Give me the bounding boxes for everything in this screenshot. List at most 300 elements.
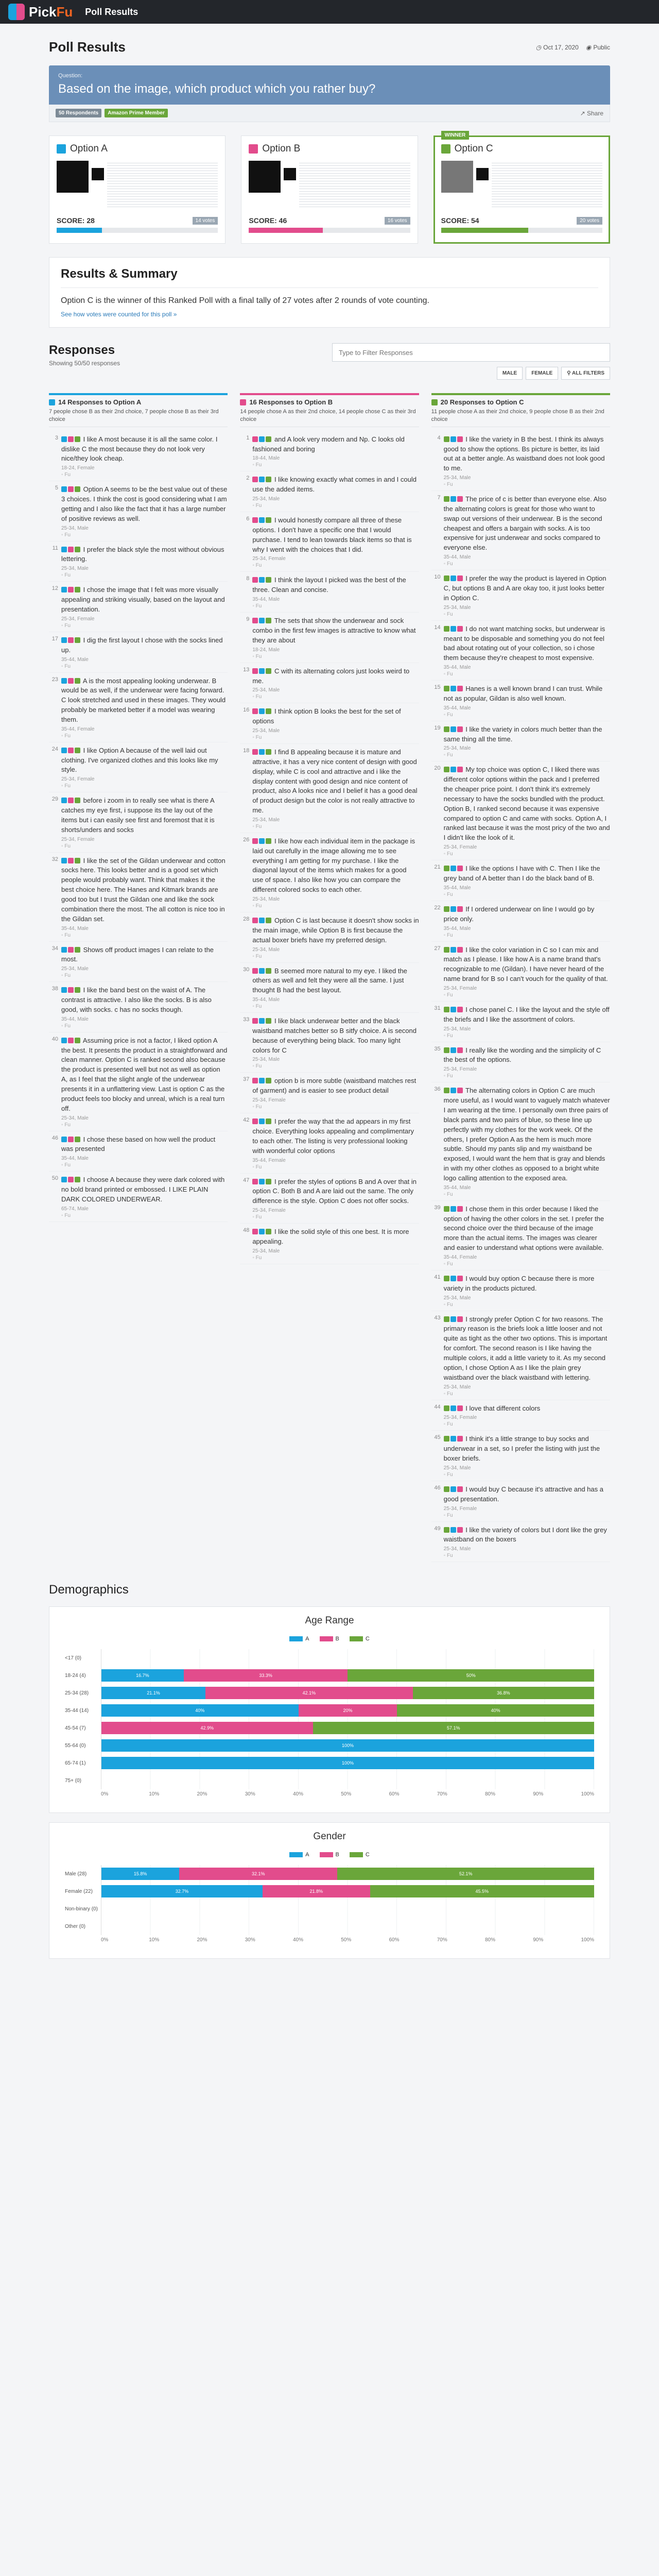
rank-chip bbox=[444, 1047, 449, 1053]
responses-column-c bbox=[431, 393, 610, 1562]
rank-chip bbox=[457, 626, 463, 632]
response-source-text: Fu bbox=[446, 1553, 453, 1559]
response-item bbox=[431, 431, 610, 491]
poll-meta bbox=[536, 44, 610, 51]
response-source bbox=[61, 623, 228, 629]
rank-chip bbox=[266, 1229, 271, 1234]
source-icon: ◦ bbox=[252, 1063, 256, 1070]
response-source bbox=[252, 1255, 419, 1261]
response-number: 23 bbox=[51, 676, 58, 683]
column-title bbox=[49, 393, 228, 406]
response-item bbox=[49, 853, 228, 942]
source-icon: ◦ bbox=[61, 622, 65, 629]
rank-chip bbox=[457, 436, 463, 442]
response-number: 30 bbox=[243, 966, 250, 973]
response-text bbox=[444, 624, 610, 663]
response-demographics: 65-74, Male bbox=[61, 1206, 89, 1212]
response-source-text: Fu bbox=[64, 1162, 71, 1168]
row-label: 18-24 (4) bbox=[65, 1672, 86, 1679]
rank-chip bbox=[68, 1177, 74, 1182]
response-source bbox=[444, 752, 610, 758]
response-source bbox=[61, 1213, 228, 1218]
bar-segment-a: 100% bbox=[101, 1739, 594, 1752]
response-text bbox=[61, 1175, 228, 1205]
response-number: 48 bbox=[243, 1227, 250, 1234]
rank-chip bbox=[266, 708, 271, 714]
rank-chip bbox=[457, 1047, 463, 1053]
legend-item-c bbox=[350, 1852, 370, 1858]
response-source-text: Fu bbox=[255, 735, 262, 741]
rank-chip bbox=[457, 1276, 463, 1281]
response-number: 22 bbox=[434, 904, 441, 911]
product-thumb bbox=[249, 161, 281, 193]
response-source bbox=[252, 654, 419, 659]
rank-chip bbox=[457, 767, 463, 772]
option-c-score-bar bbox=[441, 228, 602, 233]
rank-chip bbox=[75, 587, 80, 592]
chart-row bbox=[65, 1865, 594, 1883]
response-number: 46 bbox=[434, 1484, 441, 1491]
response-demographics: 25-34, Female bbox=[443, 985, 477, 991]
response-text bbox=[61, 986, 228, 1015]
response-source bbox=[61, 532, 228, 538]
rank-chip bbox=[259, 517, 265, 523]
all-filters-button[interactable] bbox=[561, 367, 610, 380]
response-text bbox=[252, 1117, 419, 1156]
response-demographics: 35-44, Male bbox=[61, 1016, 89, 1022]
response-item bbox=[240, 703, 419, 744]
response-item bbox=[49, 1172, 228, 1222]
rank-chip bbox=[450, 1486, 456, 1492]
source-icon: ◦ bbox=[61, 783, 65, 789]
response-demographics: 25-34, Female bbox=[443, 1505, 477, 1512]
bar-track bbox=[101, 1719, 594, 1737]
response-number: 33 bbox=[243, 1016, 250, 1023]
response-source bbox=[444, 1302, 610, 1308]
rank-chip bbox=[450, 906, 456, 912]
rank-chip bbox=[68, 1137, 74, 1142]
response-item bbox=[49, 1131, 228, 1172]
response-body: before i zoom in to really see what is there A catches my eye first, i suppose its the lay out of the items but i can easily see first and foremost that it is shorts/unders and socks bbox=[61, 796, 215, 834]
response-item bbox=[431, 1400, 610, 1431]
rank-chip bbox=[75, 1038, 80, 1043]
response-item bbox=[431, 1002, 610, 1042]
response-demographics: 25-34, Male bbox=[443, 604, 471, 611]
response-demographics: 35-44, Male bbox=[61, 925, 89, 931]
response-number: 29 bbox=[51, 796, 58, 803]
column-title bbox=[431, 393, 610, 406]
response-source-text: Fu bbox=[446, 711, 453, 718]
rank-chip bbox=[75, 987, 80, 993]
response-item bbox=[431, 1042, 610, 1083]
option-c-swatch bbox=[441, 144, 450, 154]
share-label: Share bbox=[586, 109, 603, 117]
rank-chip bbox=[444, 1405, 449, 1411]
response-demographics: 18-24, Male bbox=[252, 647, 280, 653]
rank-chip bbox=[259, 1118, 265, 1124]
option-b-image[interactable] bbox=[249, 161, 410, 207]
rank-chip bbox=[259, 477, 265, 482]
source-icon: ◦ bbox=[252, 503, 256, 509]
pickfu-logo[interactable] bbox=[8, 4, 73, 20]
source-icon: ◦ bbox=[443, 1471, 447, 1478]
rank-chip bbox=[75, 858, 80, 863]
legend-item-a bbox=[289, 1636, 309, 1642]
response-source-text: Fu bbox=[64, 572, 71, 579]
rank-chip bbox=[252, 708, 258, 714]
response-text bbox=[61, 435, 228, 464]
vote-counting-link[interactable]: See how votes were counted for this poll » bbox=[61, 311, 177, 318]
row-label: Other (0) bbox=[65, 1923, 86, 1929]
response-source-text: Fu bbox=[255, 823, 262, 829]
rank-chip bbox=[61, 1038, 67, 1043]
response-number: 32 bbox=[51, 856, 58, 862]
response-text bbox=[61, 1135, 228, 1155]
response-item bbox=[431, 1201, 610, 1270]
response-body: The sets that show the underwear and sock combo in the first few images is attractive to know what they are about bbox=[252, 617, 416, 644]
response-body: My top choice was option C, I liked there was different color options within the pack and I preferred the cheaper price point. I don't think it's extremely necessary to have the socks bundled with the product. Option B, I ranked second because it was expensive compared to option C and came with socks. Option A, I ranked last because it was the most pricy of the two and I didn't like the look of it. bbox=[443, 766, 610, 842]
poll-date bbox=[536, 44, 579, 51]
response-demographics: 35-44, Male bbox=[252, 597, 280, 603]
response-source-text: Fu bbox=[446, 1073, 453, 1079]
rank-chip bbox=[457, 866, 463, 871]
response-number: 19 bbox=[434, 724, 441, 731]
response-demographics: 25-34, Male bbox=[252, 946, 280, 953]
bar-segment-b: 21.8% bbox=[263, 1885, 370, 1897]
response-number: 40 bbox=[51, 1036, 58, 1042]
response-demographics: 25-34, Female bbox=[252, 1208, 286, 1214]
response-source-text: Fu bbox=[446, 1471, 453, 1478]
response-number: 27 bbox=[434, 945, 441, 952]
source-icon: ◦ bbox=[61, 932, 65, 938]
option-c-score-fill bbox=[441, 228, 528, 233]
rank-chip bbox=[259, 577, 265, 583]
response-demographics: 35-44, Male bbox=[252, 997, 280, 1003]
rank-chip bbox=[68, 987, 74, 993]
response-demographics: 35-44, Male bbox=[443, 925, 471, 931]
source-icon: ◦ bbox=[252, 735, 256, 741]
source-icon: ◦ bbox=[443, 671, 447, 677]
response-demographics: 25-34, Female bbox=[61, 836, 95, 842]
response-source bbox=[444, 1073, 610, 1079]
rank-chip bbox=[457, 1316, 463, 1322]
rank-chip bbox=[259, 618, 265, 623]
response-body: I would buy C because it's attractive and has a good presentation. bbox=[443, 1485, 603, 1503]
source-icon: ◦ bbox=[443, 1073, 447, 1079]
response-demographics: 25-34, Female bbox=[443, 1066, 477, 1073]
response-number: 28 bbox=[243, 916, 250, 922]
response-source-text: Fu bbox=[446, 1421, 453, 1428]
source-icon: ◦ bbox=[61, 1023, 65, 1029]
response-source-text: Fu bbox=[255, 653, 262, 659]
bar-segment-b: 20% bbox=[299, 1704, 397, 1717]
response-demographics: 35-44, Male bbox=[61, 1156, 89, 1162]
rank-chip bbox=[457, 1088, 463, 1093]
rank-chip bbox=[450, 686, 456, 691]
response-demographics: 25-34, Male bbox=[443, 1295, 471, 1301]
option-a-image[interactable] bbox=[57, 161, 218, 207]
response-source-text: Fu bbox=[446, 1032, 453, 1039]
question-banner bbox=[49, 65, 610, 105]
response-item bbox=[49, 541, 228, 582]
rank-chip bbox=[259, 1179, 265, 1184]
bar-segment-c: 52.1% bbox=[337, 1868, 594, 1880]
axis-tick: 0% bbox=[101, 1791, 109, 1798]
bar-segment-a: 100% bbox=[101, 1757, 594, 1769]
response-demographics: 25-34, Male bbox=[443, 475, 471, 481]
response-source bbox=[252, 1104, 419, 1110]
responses-column-a bbox=[49, 393, 228, 1222]
response-number: 46 bbox=[51, 1134, 58, 1141]
source-icon: ◦ bbox=[443, 1261, 447, 1267]
rank-chip bbox=[266, 1118, 271, 1124]
response-item bbox=[240, 512, 419, 572]
response-text bbox=[444, 864, 610, 884]
response-item bbox=[431, 621, 610, 681]
bar-segment-c: 36.8% bbox=[413, 1687, 594, 1699]
response-item bbox=[431, 1481, 610, 1522]
response-item bbox=[240, 663, 419, 704]
response-source-text: Fu bbox=[255, 1004, 262, 1010]
response-source-text: Fu bbox=[255, 603, 262, 609]
source-icon: ◦ bbox=[61, 572, 65, 579]
response-demographics: 25-34, Female bbox=[443, 1415, 477, 1421]
source-icon: ◦ bbox=[252, 603, 256, 609]
response-text bbox=[444, 1086, 610, 1183]
rank-chip bbox=[450, 1527, 456, 1533]
response-demographics: 35-44, Male bbox=[61, 656, 89, 663]
response-source-text: Fu bbox=[255, 1164, 262, 1170]
response-item bbox=[49, 632, 228, 673]
response-number: 11 bbox=[52, 545, 58, 551]
rank-chip bbox=[61, 637, 67, 643]
male-filter-button[interactable]: MALE bbox=[497, 367, 523, 380]
response-source bbox=[252, 1214, 419, 1220]
source-icon: ◦ bbox=[443, 711, 447, 718]
response-number: 50 bbox=[51, 1175, 58, 1182]
response-number: 38 bbox=[51, 986, 58, 992]
rank-chip bbox=[68, 587, 74, 592]
rank-chip bbox=[450, 1436, 456, 1442]
response-item bbox=[49, 431, 228, 482]
source-icon: ◦ bbox=[252, 1255, 256, 1261]
row-label: 35-44 (14) bbox=[65, 1707, 89, 1714]
rank-chip bbox=[252, 838, 258, 844]
source-icon: ◦ bbox=[61, 843, 65, 849]
product-listing-text bbox=[492, 161, 602, 207]
response-source bbox=[444, 671, 610, 677]
response-number: 3 bbox=[55, 434, 58, 441]
response-text bbox=[61, 945, 228, 965]
rank-chip bbox=[457, 496, 463, 502]
response-item bbox=[240, 613, 419, 663]
response-number: 45 bbox=[434, 1434, 441, 1441]
response-demographics: 25-34, Male bbox=[443, 1384, 471, 1390]
response-source bbox=[252, 903, 419, 909]
rank-chip bbox=[259, 838, 265, 844]
response-body: I prefer the way the product is layered in Option C, but options B and A are okay too, it just looks better in Option C. bbox=[443, 574, 606, 602]
response-text bbox=[444, 1046, 610, 1065]
share-icon: ↗ bbox=[580, 109, 587, 117]
response-text bbox=[444, 435, 610, 473]
row-label: 25-34 (28) bbox=[65, 1690, 89, 1696]
response-body: I like the band best on the waist of A. The contrast is attractive. I also like the socks. B is also good, with socks. c has no socks though. bbox=[61, 986, 212, 1013]
product-listing-text bbox=[107, 161, 218, 207]
response-source bbox=[61, 783, 228, 789]
response-body: I like the variety in colors much better than the same thing all the time. bbox=[443, 725, 602, 743]
option-card-c[interactable] bbox=[433, 132, 610, 244]
rank-chip bbox=[252, 749, 258, 755]
response-number: 24 bbox=[51, 745, 58, 752]
rank-chip bbox=[450, 866, 456, 871]
product-thumb-small bbox=[476, 168, 489, 180]
filter-responses-input[interactable] bbox=[332, 343, 610, 362]
response-source-text: Fu bbox=[446, 851, 453, 857]
response-source bbox=[61, 843, 228, 849]
response-source-text: Fu bbox=[64, 783, 71, 789]
rank-chip bbox=[259, 968, 265, 974]
source-icon: ◦ bbox=[443, 1301, 447, 1308]
response-source-text: Fu bbox=[255, 694, 262, 700]
response-body: I like black underwear better and the black waistband matches better so B sitfy choice. A is second because of everything being black. Too many light colors for C bbox=[252, 1017, 417, 1054]
source-icon: ◦ bbox=[61, 472, 65, 478]
response-item bbox=[49, 582, 228, 632]
response-source-text: Fu bbox=[255, 1255, 262, 1261]
share-button[interactable] bbox=[580, 110, 603, 117]
rank-chip bbox=[75, 436, 80, 442]
response-source bbox=[61, 973, 228, 978]
source-icon: ◦ bbox=[252, 1104, 256, 1110]
option-b-score-bar bbox=[249, 228, 410, 233]
bar-segment-a: 21.1% bbox=[101, 1687, 205, 1699]
logo-mark-icon bbox=[8, 4, 25, 20]
response-source-text: Fu bbox=[64, 532, 71, 538]
question-text: Based on the image, which product which you rather buy? bbox=[58, 82, 376, 96]
age-range-chart bbox=[49, 1606, 610, 1813]
response-number: 10 bbox=[434, 574, 441, 581]
response-demographics: 25-34, Male bbox=[443, 1465, 471, 1471]
response-body: Option C is last because it doesn't show socks in the main image, while Option B is first because the actual boxer briefs have my preferred design. bbox=[252, 917, 419, 944]
axis-tick: 30% bbox=[245, 1791, 255, 1798]
response-body: B seemed more natural to my eye. I liked the others as well and felt they were all the same. I just thought B had the best layout. bbox=[252, 967, 407, 994]
legend-label-a: A bbox=[305, 1852, 309, 1858]
response-demographics: 18-24, Female bbox=[61, 465, 95, 471]
rank-chip bbox=[252, 1179, 258, 1184]
chart-row bbox=[65, 1754, 594, 1772]
chart-row bbox=[65, 1918, 594, 1935]
option-a-name: Option A bbox=[70, 143, 108, 154]
rank-chip bbox=[450, 1316, 456, 1322]
response-body: I choose A because they were dark colored with no bold brand printed or embossed. I LIKE PLAIN DARK COLORED UNDERWEAR. bbox=[61, 1176, 225, 1203]
response-source-text: Fu bbox=[446, 752, 453, 758]
response-source bbox=[444, 1553, 610, 1558]
source-icon: ◦ bbox=[443, 1391, 447, 1397]
source-icon: ◦ bbox=[61, 1212, 65, 1218]
response-source bbox=[252, 1063, 419, 1069]
source-icon: ◦ bbox=[252, 1164, 256, 1170]
female-filter-button[interactable]: FEMALE bbox=[526, 367, 558, 380]
option-b-score-fill bbox=[249, 228, 323, 233]
option-a-score: SCORE: 28 bbox=[57, 216, 95, 225]
response-source bbox=[444, 1472, 610, 1478]
source-icon: ◦ bbox=[443, 752, 447, 758]
response-source-text: Fu bbox=[255, 563, 262, 569]
response-source bbox=[444, 851, 610, 857]
response-number: 39 bbox=[434, 1204, 441, 1211]
response-body: I find B appealing because it is mature and attractive, it has a very nice content of design with good display, while C is cool and attractive and i like the display content with good design and nice content of product, also A looks nice and I belief it has a good deal of product design but the color is not really attractive to me. bbox=[252, 748, 418, 815]
option-card-a[interactable] bbox=[49, 135, 226, 244]
response-source bbox=[444, 1513, 610, 1518]
rank-chip bbox=[75, 748, 80, 753]
option-card-b[interactable] bbox=[241, 135, 418, 244]
response-source bbox=[444, 1391, 610, 1397]
response-number: 5 bbox=[55, 485, 58, 492]
response-source bbox=[252, 563, 419, 568]
rank-chip bbox=[266, 517, 271, 523]
rank-chip bbox=[457, 1206, 463, 1212]
response-source bbox=[444, 1421, 610, 1427]
product-thumb-small bbox=[92, 168, 104, 180]
option-a-votes: 14 votes bbox=[193, 217, 218, 225]
response-source bbox=[252, 735, 419, 740]
response-item bbox=[431, 860, 610, 901]
axis-tick: 60% bbox=[389, 1791, 400, 1798]
rank-chip bbox=[457, 686, 463, 691]
rank-chip bbox=[457, 1527, 463, 1533]
response-source-text: Fu bbox=[255, 903, 262, 909]
chart-row bbox=[65, 1883, 594, 1900]
response-demographics: 25-34, Female bbox=[61, 616, 95, 622]
rank-chip bbox=[61, 587, 67, 592]
responses-count: Showing 50/50 responses bbox=[49, 360, 120, 367]
rank-chip bbox=[450, 1405, 456, 1411]
rank-chip bbox=[444, 496, 449, 502]
response-demographics: 25-34, Female bbox=[61, 776, 95, 783]
response-body: I strongly prefer Option C for two reasons. The primary reason is the briefs look a little looser and not quite as tight as the other two options. This is important for comfort. The second reason is I like having the multiple colors, it add a little variety to it. As my second option, I chose Option A as I like the plain grey waistband over the black waistband with lettering. bbox=[443, 1315, 608, 1381]
response-source-text: Fu bbox=[446, 671, 453, 677]
source-icon: ◦ bbox=[61, 663, 65, 669]
response-text bbox=[252, 967, 419, 996]
rank-chip bbox=[259, 1078, 265, 1083]
response-body: I like the color variation in C so I can mix and match as I please. I like how A is a name brand that's recognizable to me (Gildan). I have never heard of the name brand for B so I can't vouch for the quality of that. bbox=[443, 945, 608, 983]
response-source bbox=[252, 1164, 419, 1170]
response-body: If I ordered underwear on line I would go by price only. bbox=[443, 905, 595, 923]
axis-tick: 70% bbox=[437, 1791, 447, 1798]
response-text bbox=[252, 616, 419, 646]
response-source bbox=[252, 694, 419, 700]
gender-chart bbox=[49, 1822, 610, 1959]
response-source bbox=[61, 1162, 228, 1168]
bar-segment-c: 45.5% bbox=[370, 1885, 594, 1897]
option-c-image[interactable] bbox=[441, 161, 602, 207]
response-source-text: Fu bbox=[64, 843, 71, 849]
winner-badge: WINNER bbox=[441, 131, 470, 140]
gender-legend bbox=[65, 1852, 594, 1858]
axis-tick: 90% bbox=[533, 1937, 544, 1943]
options-row bbox=[49, 132, 610, 244]
rank-chip bbox=[450, 1276, 456, 1281]
response-text bbox=[252, 475, 419, 495]
product-thumb bbox=[57, 161, 89, 193]
bar-track bbox=[101, 1667, 594, 1684]
rank-chip bbox=[444, 767, 449, 772]
source-icon: ◦ bbox=[443, 611, 447, 617]
response-body: I chose these based on how well the product was presented bbox=[61, 1135, 216, 1153]
source-icon: ◦ bbox=[443, 1191, 447, 1197]
response-body: I love that different colors bbox=[465, 1404, 541, 1412]
age-legend bbox=[65, 1636, 594, 1642]
product-thumb bbox=[441, 161, 473, 193]
